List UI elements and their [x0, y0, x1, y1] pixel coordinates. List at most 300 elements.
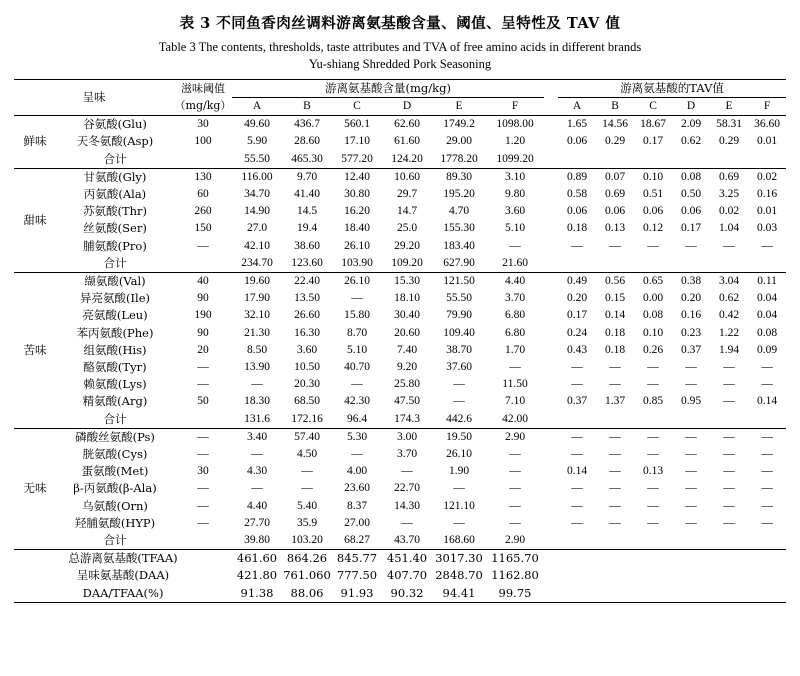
cell-tav-D: [672, 532, 710, 550]
cell-tav-F: —: [761, 499, 773, 512]
cell-tav-B: —: [596, 428, 634, 446]
cell-tav-D: 0.20: [680, 292, 702, 305]
cell-content-B: 38.60: [294, 239, 320, 252]
header-row-groups: [14, 79, 786, 97]
table-title-english-line2: Yu-shiang Shredded Pork Seasoning: [308, 56, 492, 71]
gap-cell: [544, 342, 558, 359]
cell-content-F: 1.20: [504, 135, 526, 148]
row-name: 合计: [103, 255, 127, 270]
row-threshold: 100: [194, 135, 212, 148]
table-row: [14, 376, 786, 393]
cell-content-E: —: [453, 395, 465, 408]
gap-cell: [544, 515, 558, 532]
cell-tav-B: 0.69: [604, 187, 626, 200]
cell-content-A: 421.80: [236, 568, 278, 583]
cell-content-F: —: [509, 465, 521, 478]
cell-content-E: 3017.30: [432, 550, 486, 568]
cell-tav-C: 0.12: [642, 222, 664, 235]
cell-tav-A: 0.49: [558, 272, 596, 290]
cell-tav-C: —: [647, 361, 659, 373]
row-threshold: [174, 151, 232, 169]
cell-tav-A: [558, 255, 596, 273]
cell-content-D: 90.32: [382, 585, 432, 603]
header-content-C: C: [353, 99, 361, 112]
cell-content-D: 47.50: [394, 395, 420, 408]
cell-content-E: 38.70: [446, 343, 472, 356]
cell-tav-D: 0.37: [680, 343, 702, 356]
table-row: [14, 307, 786, 324]
cell-content-A: 131.6: [244, 412, 270, 425]
cell-content-E: 89.30: [432, 168, 486, 186]
cell-content-D: 62.60: [382, 116, 432, 134]
cell-tav-B: —: [609, 499, 621, 512]
cell-content-D: 25.0: [396, 222, 418, 235]
row-threshold: [174, 532, 232, 550]
cell-tav-D: —: [685, 499, 697, 512]
cell-tav-E: 3.04: [710, 272, 748, 290]
gap-cell: [544, 238, 558, 255]
cell-tav-C: —: [647, 516, 659, 529]
cell-content-B: 57.40: [282, 428, 332, 446]
cell-tav-E: —: [723, 516, 735, 529]
table-row: [14, 133, 786, 150]
cell-content-E: 55.50: [446, 292, 472, 305]
table-row: [14, 325, 786, 342]
row-name: 蛋氨酸(Met): [81, 464, 149, 479]
row-name: 缬氨酸(Val): [56, 272, 174, 290]
cell-content-F: 3.10: [486, 168, 544, 186]
row-name: 苏氨酸(Thr): [82, 204, 148, 219]
cell-tav-F: —: [761, 361, 773, 373]
cell-content-F: —: [509, 482, 521, 495]
cell-tav-C: 18.67: [634, 116, 672, 134]
row-name: DAA/TFAA(%): [14, 585, 232, 603]
cell-tav-B: [596, 411, 634, 429]
cell-content-E: 26.10: [446, 448, 472, 461]
cell-tav-F: —: [761, 482, 773, 495]
header-tav-E: E: [725, 99, 733, 112]
cell-content-A: 234.70: [241, 256, 273, 269]
cell-tav-F: 0.09: [757, 343, 778, 356]
table-row-sum: [14, 151, 786, 169]
cell-tav-E: [710, 151, 748, 169]
row-name: 胱氨酸(Cys): [82, 447, 148, 462]
cell-tav-B: —: [609, 448, 621, 461]
cell-tav-F: —: [761, 448, 773, 461]
table-row: [14, 428, 786, 446]
table-row: [14, 515, 786, 532]
gap-cell: [544, 290, 558, 307]
cell-content-B: 13.50: [294, 292, 320, 305]
header-content-B: B: [303, 99, 311, 112]
cell-content-C: 8.37: [346, 499, 368, 512]
cell-tav-E: 1.22: [718, 326, 740, 339]
cell-content-D: 407.70: [386, 568, 428, 583]
cell-tav-A: —: [571, 239, 583, 252]
cell-content-B: 20.30: [294, 378, 320, 391]
cell-content-A: 13.90: [244, 361, 270, 373]
group-label-bitter: 苦味: [14, 272, 56, 428]
cell-tav-A: 1.65: [558, 116, 596, 134]
row-threshold: 190: [194, 309, 212, 322]
cell-content-B: 35.9: [296, 516, 318, 529]
cell-tav-A: 0.58: [566, 187, 588, 200]
cell-content-A: 55.50: [244, 152, 270, 165]
cell-tav-A: 0.06: [566, 135, 588, 148]
cell-tav-F: 0.14: [757, 395, 778, 408]
cell-tav-A: 0.14: [566, 465, 588, 478]
cell-tav-C: 0.65: [634, 272, 672, 290]
gap-cell: [544, 446, 558, 463]
row-threshold: [174, 411, 232, 429]
table-row-total: [14, 567, 786, 584]
table-row-sum: [14, 532, 786, 550]
cell-tav-B: —: [609, 482, 621, 495]
cell-tav-B: —: [609, 465, 621, 478]
row-threshold: —: [197, 448, 209, 461]
cell-content-F: 5.10: [504, 222, 526, 235]
cell-tav-B: 14.56: [596, 116, 634, 134]
cell-tav-D: —: [685, 516, 697, 529]
cell-tav-B: 0.29: [604, 135, 626, 148]
cell-tav-C: 0.10: [634, 168, 672, 186]
cell-content-C: 17.10: [344, 135, 370, 148]
row-name: 羟脯氨酸(HYP): [74, 515, 156, 530]
cell-tav-C: —: [647, 482, 659, 495]
cell-tav-B: 0.06: [604, 205, 626, 218]
cell-content-D: 15.30: [382, 272, 432, 290]
row-name: 精氨酸(Arg): [82, 394, 148, 409]
row-threshold: 90: [197, 292, 209, 305]
cell-content-A: 116.00: [232, 168, 282, 186]
cell-content-A: 461.60: [232, 550, 282, 568]
cell-tav-D: —: [685, 239, 697, 252]
cell-tav-E: 3.25: [718, 187, 740, 200]
cell-content-A: 32.10: [244, 309, 270, 322]
cell-tav-E: —: [723, 482, 735, 495]
gap-cell: [544, 428, 558, 446]
cell-tav-A: —: [571, 516, 583, 529]
cell-content-C: —: [351, 448, 363, 461]
row-name: 合计: [103, 533, 127, 548]
cell-content-C: 26.10: [332, 272, 382, 290]
cell-content-B: 465.30: [291, 152, 323, 165]
cell-content-F: —: [509, 361, 521, 373]
cell-content-A: —: [251, 378, 263, 391]
cell-content-C: 577.20: [341, 152, 373, 165]
cell-tav-D: —: [685, 465, 697, 478]
cell-content-A: 49.60: [232, 116, 282, 134]
cell-content-A: 17.90: [244, 292, 270, 305]
cell-tav-A: 0.18: [566, 222, 588, 235]
row-name: 脯氨酸(Pro): [83, 238, 147, 253]
cell-tav-E: 0.02: [718, 205, 740, 218]
cell-tav-empty: [558, 585, 786, 603]
cell-tav-B: [596, 532, 634, 550]
cell-content-E: 109.40: [443, 326, 475, 339]
row-threshold: —: [197, 516, 209, 529]
cell-content-C: 560.1: [332, 116, 382, 134]
row-threshold: —: [197, 499, 209, 512]
cell-tav-C: —: [647, 499, 659, 512]
cell-content-E: 2848.70: [435, 568, 483, 583]
cell-content-F: —: [509, 516, 521, 529]
cell-content-B: 864.26: [282, 550, 332, 568]
cell-content-D: 10.60: [382, 168, 432, 186]
cell-content-A: 4.40: [246, 499, 268, 512]
cell-tav-E: —: [723, 395, 735, 408]
cell-content-C: 12.40: [332, 168, 382, 186]
header-content-group: 游离氨基酸含量(mg/kg): [232, 79, 544, 97]
header-threshold-line2: （mg/kg）: [174, 99, 232, 113]
cell-content-C: 42.30: [344, 395, 370, 408]
cell-content-B: —: [301, 465, 313, 478]
cell-content-C: 26.10: [344, 239, 370, 252]
cell-tav-F: 0.01: [757, 205, 778, 218]
cell-tav-C: 0.85: [642, 395, 664, 408]
table-row: [14, 446, 786, 463]
cell-content-E: 37.60: [446, 361, 472, 373]
cell-tav-C: 0.51: [642, 187, 664, 200]
cell-content-C: 8.70: [346, 326, 368, 339]
row-threshold: 60: [197, 187, 209, 200]
table-row-sum: [14, 411, 786, 429]
cell-content-B: 16.30: [294, 326, 320, 339]
cell-tav-A: [558, 532, 596, 550]
cell-content-F: 1162.80: [491, 568, 539, 583]
cell-tav-A: 0.37: [566, 395, 588, 408]
row-threshold: [174, 255, 232, 273]
cell-content-C: 16.20: [344, 205, 370, 218]
cell-tav-D: 0.16: [680, 309, 702, 322]
cell-tav-B: [596, 255, 634, 273]
cell-content-C: —: [351, 378, 363, 391]
cell-content-D: —: [401, 465, 413, 478]
cell-tav-A: 0.17: [566, 309, 588, 322]
table-row: [14, 220, 786, 237]
cell-content-D: 43.70: [394, 534, 420, 547]
cell-tav-E: 58.31: [710, 116, 748, 134]
cell-tav-E: 0.62: [718, 292, 740, 305]
cell-content-D: —: [401, 516, 413, 529]
cell-tav-E: 1.94: [718, 343, 740, 356]
cell-content-D: 18.10: [394, 292, 420, 305]
cell-content-B: 41.40: [294, 187, 320, 200]
cell-content-B: —: [301, 482, 313, 495]
row-threshold: 150: [194, 222, 212, 235]
cell-content-D: 22.70: [394, 482, 420, 495]
cell-tav-E: [710, 411, 748, 429]
cell-content-E: —: [453, 482, 465, 495]
cell-tav-F: 0.11: [748, 272, 786, 290]
cell-content-B: 103.20: [291, 534, 323, 547]
cell-content-A: 5.90: [246, 135, 268, 148]
cell-tav-D: —: [685, 378, 697, 391]
cell-content-A: 27.0: [246, 222, 268, 235]
cell-content-E: 79.90: [446, 309, 472, 322]
cell-tav-C: 0.10: [642, 326, 664, 339]
cell-content-E: —: [453, 378, 465, 391]
cell-content-D: 451.40: [382, 550, 432, 568]
cell-tav-A: 0.43: [566, 343, 588, 356]
cell-content-B: 4.50: [296, 448, 318, 461]
cell-tav-F: 0.04: [757, 292, 778, 305]
cell-tav-C: [634, 532, 672, 550]
cell-content-E: 4.70: [448, 205, 470, 218]
cell-content-F: 7.10: [504, 395, 526, 408]
cell-tav-F: 36.60: [748, 116, 786, 134]
row-threshold: 50: [197, 395, 209, 408]
cell-tav-D: —: [685, 361, 697, 373]
cell-tav-A: —: [571, 482, 583, 495]
cell-content-C: 15.80: [344, 309, 370, 322]
cell-tav-empty: [558, 567, 786, 584]
header-tav-C: C: [649, 99, 657, 112]
header-content-E: E: [455, 99, 463, 112]
header-tav-D: D: [686, 99, 696, 112]
cell-content-B: 26.60: [294, 309, 320, 322]
cell-content-E: —: [453, 516, 465, 529]
table-row-total: [14, 550, 786, 568]
header-content-F: F: [511, 99, 519, 112]
cell-content-A: 42.10: [244, 239, 270, 252]
cell-tav-E: —: [723, 239, 735, 252]
cell-content-F: 11.50: [502, 378, 528, 391]
cell-content-A: 21.30: [244, 326, 270, 339]
row-threshold: —: [197, 361, 209, 373]
cell-tav-F: [748, 255, 786, 273]
cell-tav-E: [710, 532, 748, 550]
header-gap: [544, 79, 558, 97]
row-threshold: 130: [174, 168, 232, 186]
cell-content-E: 155.30: [443, 222, 475, 235]
cell-tav-A: [558, 411, 596, 429]
cell-tav-D: [672, 151, 710, 169]
cell-content-A: —: [251, 482, 263, 495]
table-row-sum: [14, 255, 786, 273]
cell-content-F: 2.90: [486, 428, 544, 446]
cell-tav-A: 0.06: [566, 205, 588, 218]
cell-content-F: —: [509, 448, 521, 461]
cell-tav-F: [748, 411, 786, 429]
cell-content-D: 14.7: [396, 205, 418, 218]
cell-tav-D: —: [685, 448, 697, 461]
cell-tav-D: —: [672, 428, 710, 446]
cell-tav-D: 0.62: [680, 135, 702, 148]
cell-content-B: 172.16: [291, 412, 323, 425]
cell-content-B: 436.7: [282, 116, 332, 134]
cell-tav-C: —: [647, 239, 659, 252]
cell-tav-B: 1.37: [604, 395, 626, 408]
cell-content-C: —: [351, 292, 363, 305]
cell-tav-F: 0.01: [757, 135, 778, 148]
gap-cell: [544, 220, 558, 237]
table-row: [14, 238, 786, 255]
cell-tav-A: —: [558, 428, 596, 446]
cell-content-C: 845.77: [332, 550, 382, 568]
table-row: [14, 342, 786, 359]
cell-content-C: 40.70: [344, 361, 370, 373]
cell-content-D: 25.80: [394, 378, 420, 391]
group-label-tasteless: 无味: [14, 428, 56, 549]
cell-content-C: 777.50: [336, 568, 378, 583]
cell-tav-D: 2.09: [672, 116, 710, 134]
gap-cell: [544, 480, 558, 497]
cell-tav-F: —: [761, 378, 773, 391]
cell-tav-D: 0.38: [672, 272, 710, 290]
cell-content-E: 19.50: [432, 428, 486, 446]
cell-content-D: 174.3: [394, 412, 420, 425]
gap-cell: [544, 203, 558, 220]
cell-content-F: 1.70: [504, 343, 526, 356]
cell-content-D: 20.60: [394, 326, 420, 339]
cell-tav-E: 0.42: [718, 309, 740, 322]
cell-tav-D: [672, 411, 710, 429]
table-row: [14, 480, 786, 497]
cell-tav-B: —: [609, 516, 621, 529]
cell-content-B: 9.70: [282, 168, 332, 186]
cell-content-C: 5.30: [332, 428, 382, 446]
row-name: 合计: [103, 411, 127, 426]
cell-content-C: 18.40: [344, 222, 370, 235]
cell-tav-B: 0.18: [604, 326, 626, 339]
header-tav-A: A: [572, 99, 582, 112]
row-threshold: 20: [197, 343, 209, 356]
cell-tav-E: —: [723, 378, 735, 391]
cell-tav-D: —: [685, 482, 697, 495]
cell-tav-A: [558, 151, 596, 169]
cell-content-A: 18.30: [244, 395, 270, 408]
row-name: 丝氨酸(Ser): [83, 221, 147, 236]
cell-tav-C: 0.08: [642, 309, 664, 322]
cell-content-D: 3.70: [396, 448, 418, 461]
cell-content-F: 9.80: [504, 187, 526, 200]
row-threshold: —: [174, 428, 232, 446]
table-row: [14, 359, 786, 376]
cell-tav-C: —: [647, 448, 659, 461]
row-name: β-丙氨酸(β-Ala): [73, 481, 157, 496]
row-threshold: 40: [174, 272, 232, 290]
row-name: 甘氨酸(Gly): [56, 168, 174, 186]
cell-content-D: 61.60: [394, 135, 420, 148]
row-name: 乌氨酸(Orn): [82, 498, 148, 513]
cell-tav-B: [596, 151, 634, 169]
cell-tav-E: —: [723, 499, 735, 512]
cell-tav-B: —: [609, 378, 621, 391]
row-threshold: 30: [174, 116, 232, 134]
cell-content-E: 168.60: [443, 534, 475, 547]
cell-content-B: 14.5: [296, 205, 318, 218]
cell-content-D: 109.20: [391, 256, 423, 269]
cell-tav-C: [634, 255, 672, 273]
header-tav-F: F: [763, 99, 771, 112]
cell-tav-D: 0.08: [672, 168, 710, 186]
cell-content-C: 23.60: [344, 482, 370, 495]
cell-content-B: 19.4: [296, 222, 318, 235]
gap-cell: [544, 168, 558, 186]
header-content-D: D: [402, 99, 412, 112]
cell-content-D: 3.00: [382, 428, 432, 446]
gap-cell: [544, 463, 558, 480]
cell-content-D: 14.30: [394, 499, 420, 512]
cell-tav-F: 0.02: [748, 168, 786, 186]
gap-cell: [544, 498, 558, 515]
cell-content-A: 91.38: [232, 585, 282, 603]
table-row: [14, 116, 786, 134]
cell-content-A: 4.30: [246, 465, 268, 478]
cell-content-F: 1165.70: [486, 550, 544, 568]
cell-content-B: 5.40: [296, 499, 318, 512]
